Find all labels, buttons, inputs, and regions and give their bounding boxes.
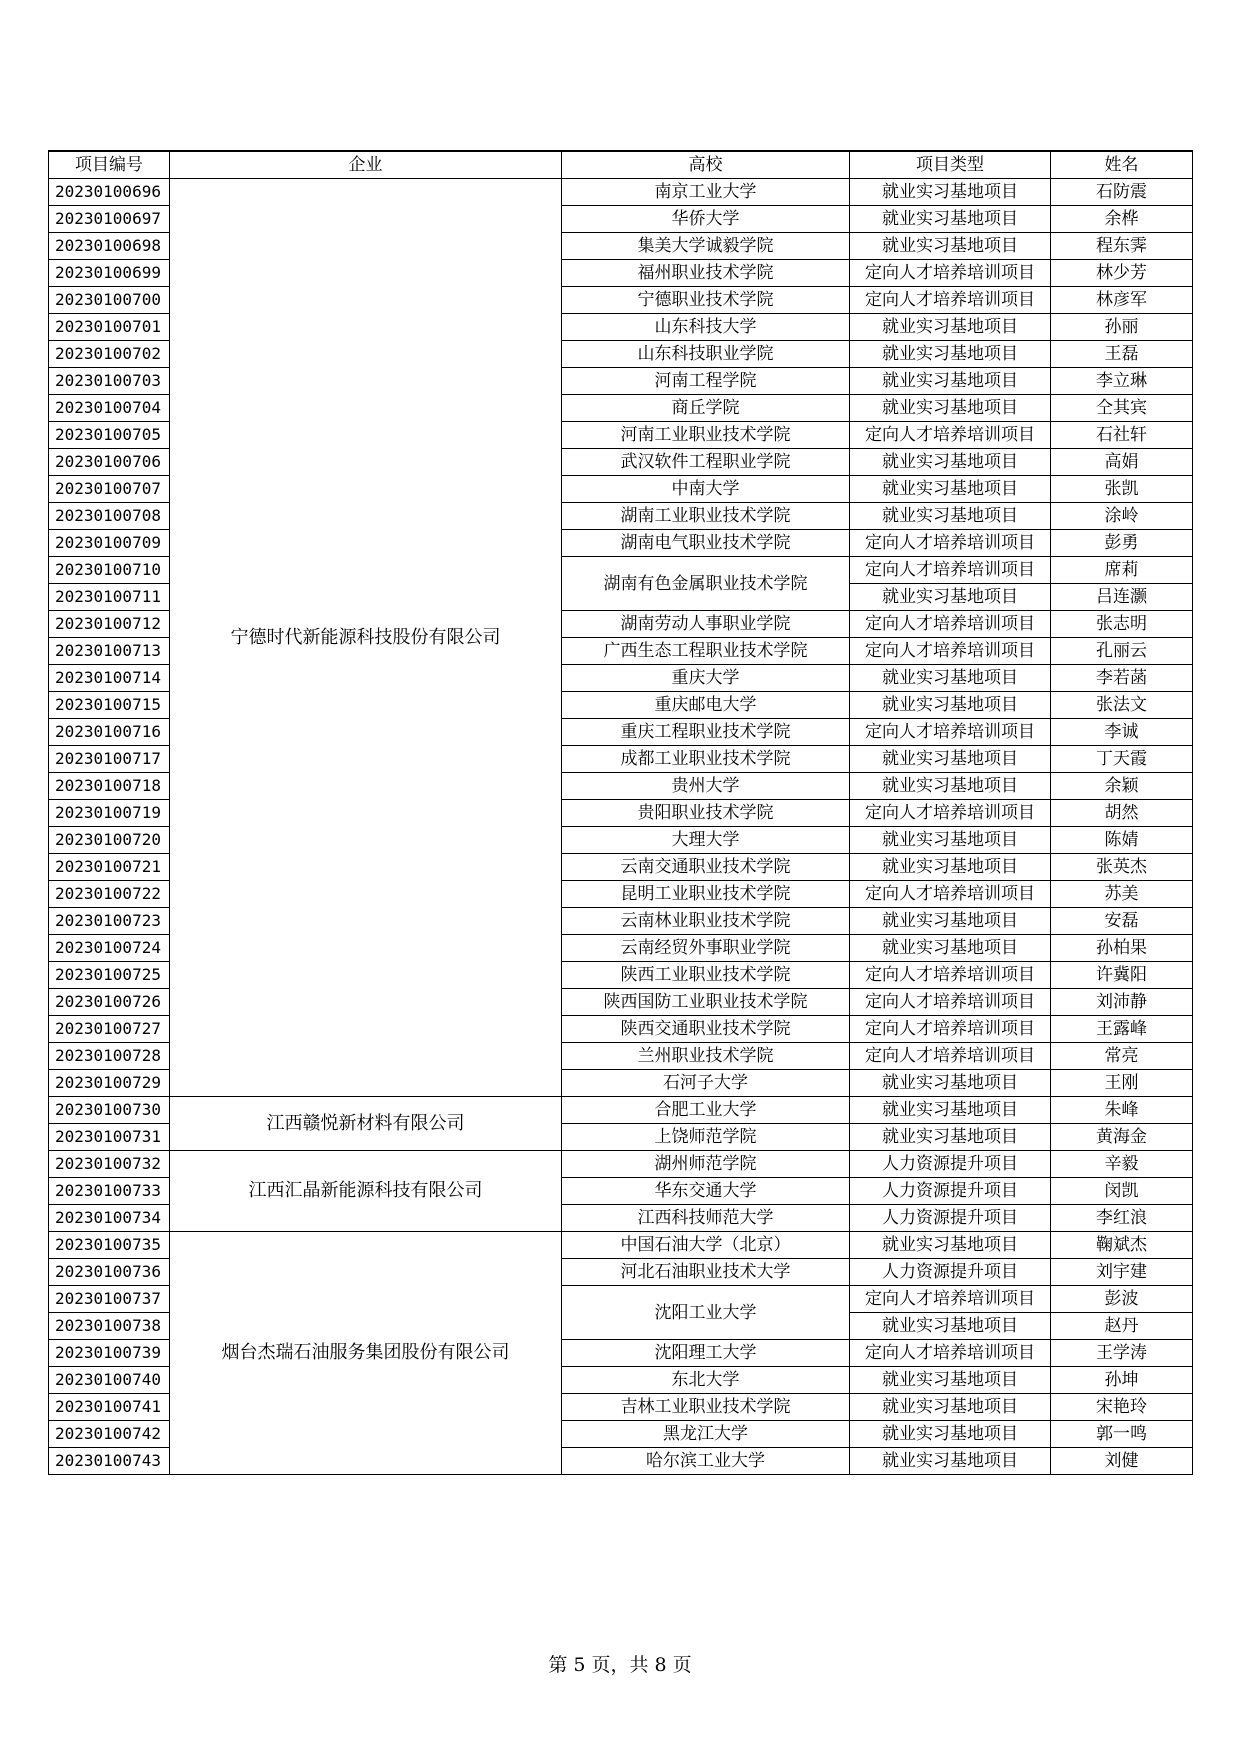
- project-code-cell: 20230100709: [49, 530, 170, 557]
- project-type-cell: 就业实习基地项目: [850, 476, 1051, 503]
- project-code-cell: 20230100728: [49, 1043, 170, 1070]
- project-code-cell: 20230100735: [49, 1232, 170, 1259]
- project-type-cell: 就业实习基地项目: [850, 827, 1051, 854]
- project-code-cell: 20230100734: [49, 1205, 170, 1232]
- project-code-cell: 20230100714: [49, 665, 170, 692]
- project-code-cell: 20230100717: [49, 746, 170, 773]
- project-code-cell: 20230100720: [49, 827, 170, 854]
- project-type-cell: 定向人才培养培训项目: [850, 1286, 1051, 1313]
- person-name-cell: 丁天霞: [1051, 746, 1193, 773]
- university-cell: 山东科技大学: [562, 314, 850, 341]
- project-code-cell: 20230100742: [49, 1421, 170, 1448]
- person-name-cell: 彭勇: [1051, 530, 1193, 557]
- header-university: 高校: [562, 151, 850, 179]
- university-cell: 成都工业职业技术学院: [562, 746, 850, 773]
- project-type-cell: 就业实习基地项目: [850, 503, 1051, 530]
- project-code-cell: 20230100740: [49, 1367, 170, 1394]
- project-code-cell: 20230100711: [49, 584, 170, 611]
- university-cell: 山东科技职业学院: [562, 341, 850, 368]
- project-type-cell: 人力资源提升项目: [850, 1205, 1051, 1232]
- person-name-cell: 余桦: [1051, 206, 1193, 233]
- project-code-cell: 20230100719: [49, 800, 170, 827]
- university-cell: 东北大学: [562, 1367, 850, 1394]
- project-type-cell: 就业实习基地项目: [850, 449, 1051, 476]
- university-cell: 陕西交通职业技术学院: [562, 1016, 850, 1043]
- project-type-cell: 定向人才培养培训项目: [850, 1016, 1051, 1043]
- person-name-cell: 涂岭: [1051, 503, 1193, 530]
- person-name-cell: 孙坤: [1051, 1367, 1193, 1394]
- person-name-cell: 张法文: [1051, 692, 1193, 719]
- university-cell: 云南交通职业技术学院: [562, 854, 850, 881]
- project-type-cell: 就业实习基地项目: [850, 1097, 1051, 1124]
- project-code-cell: 20230100731: [49, 1124, 170, 1151]
- project-code-cell: 20230100696: [49, 179, 170, 206]
- project-type-cell: 就业实习基地项目: [850, 1421, 1051, 1448]
- project-code-cell: 20230100699: [49, 260, 170, 287]
- university-cell: 石河子大学: [562, 1070, 850, 1097]
- person-name-cell: 张志明: [1051, 611, 1193, 638]
- university-cell: 重庆大学: [562, 665, 850, 692]
- project-code-cell: 20230100716: [49, 719, 170, 746]
- project-code-cell: 20230100713: [49, 638, 170, 665]
- university-cell: 哈尔滨工业大学: [562, 1448, 850, 1475]
- table-row: [49, 1097, 1193, 1124]
- project-code-cell: 20230100712: [49, 611, 170, 638]
- person-name-cell: 胡然: [1051, 800, 1193, 827]
- project-type-cell: 就业实习基地项目: [850, 1394, 1051, 1421]
- project-code-cell: 20230100710: [49, 557, 170, 584]
- project-code-cell: 20230100703: [49, 368, 170, 395]
- project-type-cell: 就业实习基地项目: [850, 314, 1051, 341]
- project-type-cell: 就业实习基地项目: [850, 665, 1051, 692]
- project-type-cell: 定向人才培养培训项目: [850, 611, 1051, 638]
- project-type-cell: 定向人才培养培训项目: [850, 881, 1051, 908]
- university-cell: 华侨大学: [562, 206, 850, 233]
- project-type-cell: 就业实习基地项目: [850, 908, 1051, 935]
- project-code-cell: 20230100698: [49, 233, 170, 260]
- university-cell: 河北石油职业技术大学: [562, 1259, 850, 1286]
- university-cell: 黑龙江大学: [562, 1421, 850, 1448]
- person-name-cell: 王露峰: [1051, 1016, 1193, 1043]
- person-name-cell: 林彦军: [1051, 287, 1193, 314]
- project-code-cell: 20230100737: [49, 1286, 170, 1313]
- project-type-cell: 定向人才培养培训项目: [850, 1043, 1051, 1070]
- project-type-cell: 就业实习基地项目: [850, 1367, 1051, 1394]
- person-name-cell: 宋艳玲: [1051, 1394, 1193, 1421]
- university-cell: 集美大学诚毅学院: [562, 233, 850, 260]
- project-type-cell: 人力资源提升项目: [850, 1259, 1051, 1286]
- project-type-cell: 定向人才培养培训项目: [850, 422, 1051, 449]
- project-type-cell: 定向人才培养培训项目: [850, 287, 1051, 314]
- project-code-cell: 20230100702: [49, 341, 170, 368]
- page-footer: 第 5 页，共 8 页: [548, 1654, 692, 1676]
- person-name-cell: 李若菡: [1051, 665, 1193, 692]
- person-name-cell: 刘宇建: [1051, 1259, 1193, 1286]
- table-header-row: [49, 151, 1193, 179]
- university-cell: 合肥工业大学: [562, 1097, 850, 1124]
- person-name-cell: 孙柏果: [1051, 935, 1193, 962]
- person-name-cell: 郭一鸣: [1051, 1421, 1193, 1448]
- person-name-cell: 石社轩: [1051, 422, 1193, 449]
- project-code-cell: 20230100701: [49, 314, 170, 341]
- project-type-cell: 就业实习基地项目: [850, 368, 1051, 395]
- person-name-cell: 程东霁: [1051, 233, 1193, 260]
- university-cell: 大理大学: [562, 827, 850, 854]
- project-type-cell: 就业实习基地项目: [850, 1313, 1051, 1340]
- project-code-cell: 20230100736: [49, 1259, 170, 1286]
- university-cell: 昆明工业职业技术学院: [562, 881, 850, 908]
- university-cell: 吉林工业职业技术学院: [562, 1394, 850, 1421]
- person-name-cell: 安磊: [1051, 908, 1193, 935]
- university-cell: 湖南工业职业技术学院: [562, 503, 850, 530]
- person-name-cell: 闵凯: [1051, 1178, 1193, 1205]
- person-name-cell: 李诚: [1051, 719, 1193, 746]
- project-code-cell: 20230100732: [49, 1151, 170, 1178]
- project-code-cell: 20230100726: [49, 989, 170, 1016]
- table-row: [49, 1232, 1193, 1259]
- person-name-cell: 席莉: [1051, 557, 1193, 584]
- project-code-cell: 20230100721: [49, 854, 170, 881]
- university-cell: 陕西工业职业技术学院: [562, 962, 850, 989]
- person-name-cell: 刘健: [1051, 1448, 1193, 1475]
- project-type-cell: 定向人才培养培训项目: [850, 719, 1051, 746]
- header-project-type: 项目类型: [850, 151, 1051, 179]
- project-type-cell: 就业实习基地项目: [850, 584, 1051, 611]
- project-code-cell: 20230100700: [49, 287, 170, 314]
- university-cell: 云南林业职业技术学院: [562, 908, 850, 935]
- project-code-cell: 20230100724: [49, 935, 170, 962]
- university-cell: 河南工业职业技术学院: [562, 422, 850, 449]
- person-name-cell: 李红浪: [1051, 1205, 1193, 1232]
- university-cell: 武汉软件工程职业学院: [562, 449, 850, 476]
- project-table: [48, 150, 1193, 1475]
- project-type-cell: 就业实习基地项目: [850, 1232, 1051, 1259]
- project-type-cell: 就业实习基地项目: [850, 179, 1051, 206]
- header-project-code: 项目编号: [49, 151, 170, 179]
- person-name-cell: 苏美: [1051, 881, 1193, 908]
- project-type-cell: 定向人才培养培训项目: [850, 530, 1051, 557]
- university-cell: 陕西国防工业职业技术学院: [562, 989, 850, 1016]
- university-cell: 商丘学院: [562, 395, 850, 422]
- person-name-cell: 仝其宾: [1051, 395, 1193, 422]
- person-name-cell: 王磊: [1051, 341, 1193, 368]
- project-type-cell: 定向人才培养培训项目: [850, 260, 1051, 287]
- project-code-cell: 20230100722: [49, 881, 170, 908]
- university-cell: 广西生态工程职业技术学院: [562, 638, 850, 665]
- project-type-cell: 定向人才培养培训项目: [850, 638, 1051, 665]
- table-row: [49, 1151, 1193, 1178]
- project-code-cell: 20230100725: [49, 962, 170, 989]
- person-name-cell: 孙丽: [1051, 314, 1193, 341]
- project-code-cell: 20230100743: [49, 1448, 170, 1475]
- table-row: [49, 179, 1193, 206]
- project-type-cell: 就业实习基地项目: [850, 935, 1051, 962]
- project-type-cell: 就业实习基地项目: [850, 233, 1051, 260]
- project-code-cell: 20230100729: [49, 1070, 170, 1097]
- project-type-cell: 就业实习基地项目: [850, 1448, 1051, 1475]
- table-body: [49, 179, 1193, 1475]
- project-type-cell: 定向人才培养培训项目: [850, 989, 1051, 1016]
- project-code-cell: 20230100704: [49, 395, 170, 422]
- project-type-cell: 就业实习基地项目: [850, 206, 1051, 233]
- project-code-cell: 20230100723: [49, 908, 170, 935]
- university-cell: 湖州师范学院: [562, 1151, 850, 1178]
- university-cell: 贵州大学: [562, 773, 850, 800]
- project-code-cell: 20230100708: [49, 503, 170, 530]
- university-cell: 兰州职业技术学院: [562, 1043, 850, 1070]
- university-cell: 云南经贸外事职业学院: [562, 935, 850, 962]
- project-code-cell: 20230100705: [49, 422, 170, 449]
- person-name-cell: 黄海金: [1051, 1124, 1193, 1151]
- project-type-cell: 人力资源提升项目: [850, 1178, 1051, 1205]
- university-cell: 沈阳理工大学: [562, 1340, 850, 1367]
- project-type-cell: 定向人才培养培训项目: [850, 1340, 1051, 1367]
- university-cell: 湖南有色金属职业技术学院: [562, 557, 850, 611]
- project-type-cell: 就业实习基地项目: [850, 395, 1051, 422]
- project-type-cell: 定向人才培养培训项目: [850, 800, 1051, 827]
- enterprise-cell: 烟台杰瑞石油服务集团股份有限公司: [170, 1232, 562, 1475]
- project-type-cell: 就业实习基地项目: [850, 854, 1051, 881]
- person-name-cell: 李立琳: [1051, 368, 1193, 395]
- project-type-cell: 就业实习基地项目: [850, 341, 1051, 368]
- university-cell: 重庆邮电大学: [562, 692, 850, 719]
- enterprise-cell: 宁德时代新能源科技股份有限公司: [170, 179, 562, 1097]
- project-type-cell: 就业实习基地项目: [850, 692, 1051, 719]
- person-name-cell: 鞠斌杰: [1051, 1232, 1193, 1259]
- project-table-container: [48, 150, 1192, 1475]
- person-name-cell: 孔丽云: [1051, 638, 1193, 665]
- person-name-cell: 陈婧: [1051, 827, 1193, 854]
- university-cell: 沈阳工业大学: [562, 1286, 850, 1340]
- header-enterprise: 企业: [170, 151, 562, 179]
- university-cell: 南京工业大学: [562, 179, 850, 206]
- person-name-cell: 吕连灏: [1051, 584, 1193, 611]
- person-name-cell: 张凯: [1051, 476, 1193, 503]
- person-name-cell: 赵丹: [1051, 1313, 1193, 1340]
- person-name-cell: 林少芳: [1051, 260, 1193, 287]
- project-type-cell: 定向人才培养培训项目: [850, 557, 1051, 584]
- person-name-cell: 刘沛静: [1051, 989, 1193, 1016]
- project-type-cell: 就业实习基地项目: [850, 746, 1051, 773]
- project-code-cell: 20230100727: [49, 1016, 170, 1043]
- project-code-cell: 20230100715: [49, 692, 170, 719]
- person-name-cell: 辛毅: [1051, 1151, 1193, 1178]
- project-code-cell: 20230100738: [49, 1313, 170, 1340]
- project-type-cell: 定向人才培养培训项目: [850, 962, 1051, 989]
- person-name-cell: 石防震: [1051, 179, 1193, 206]
- person-name-cell: 高娟: [1051, 449, 1193, 476]
- university-cell: 中国石油大学（北京）: [562, 1232, 850, 1259]
- person-name-cell: 常亮: [1051, 1043, 1193, 1070]
- person-name-cell: 王学涛: [1051, 1340, 1193, 1367]
- person-name-cell: 朱峰: [1051, 1097, 1193, 1124]
- university-cell: 华东交通大学: [562, 1178, 850, 1205]
- project-code-cell: 20230100739: [49, 1340, 170, 1367]
- project-code-cell: 20230100697: [49, 206, 170, 233]
- university-cell: 上饶师范学院: [562, 1124, 850, 1151]
- project-code-cell: 20230100706: [49, 449, 170, 476]
- header-person-name: 姓名: [1051, 151, 1193, 179]
- university-cell: 重庆工程职业技术学院: [562, 719, 850, 746]
- university-cell: 中南大学: [562, 476, 850, 503]
- person-name-cell: 张英杰: [1051, 854, 1193, 881]
- university-cell: 福州职业技术学院: [562, 260, 850, 287]
- person-name-cell: 彭波: [1051, 1286, 1193, 1313]
- university-cell: 宁德职业技术学院: [562, 287, 850, 314]
- person-name-cell: 余颖: [1051, 773, 1193, 800]
- project-type-cell: 人力资源提升项目: [850, 1151, 1051, 1178]
- university-cell: 河南工程学院: [562, 368, 850, 395]
- enterprise-cell: 江西赣悦新材料有限公司: [170, 1097, 562, 1151]
- university-cell: 贵阳职业技术学院: [562, 800, 850, 827]
- project-code-cell: 20230100718: [49, 773, 170, 800]
- project-code-cell: 20230100741: [49, 1394, 170, 1421]
- project-type-cell: 就业实习基地项目: [850, 773, 1051, 800]
- person-name-cell: 许冀阳: [1051, 962, 1193, 989]
- project-code-cell: 20230100707: [49, 476, 170, 503]
- project-code-cell: 20230100733: [49, 1178, 170, 1205]
- project-type-cell: 就业实习基地项目: [850, 1124, 1051, 1151]
- university-cell: 湖南劳动人事职业学院: [562, 611, 850, 638]
- university-cell: 江西科技师范大学: [562, 1205, 850, 1232]
- university-cell: 湖南电气职业技术学院: [562, 530, 850, 557]
- project-type-cell: 就业实习基地项目: [850, 1070, 1051, 1097]
- project-code-cell: 20230100730: [49, 1097, 170, 1124]
- person-name-cell: 王刚: [1051, 1070, 1193, 1097]
- enterprise-cell: 江西汇晶新能源科技有限公司: [170, 1151, 562, 1232]
